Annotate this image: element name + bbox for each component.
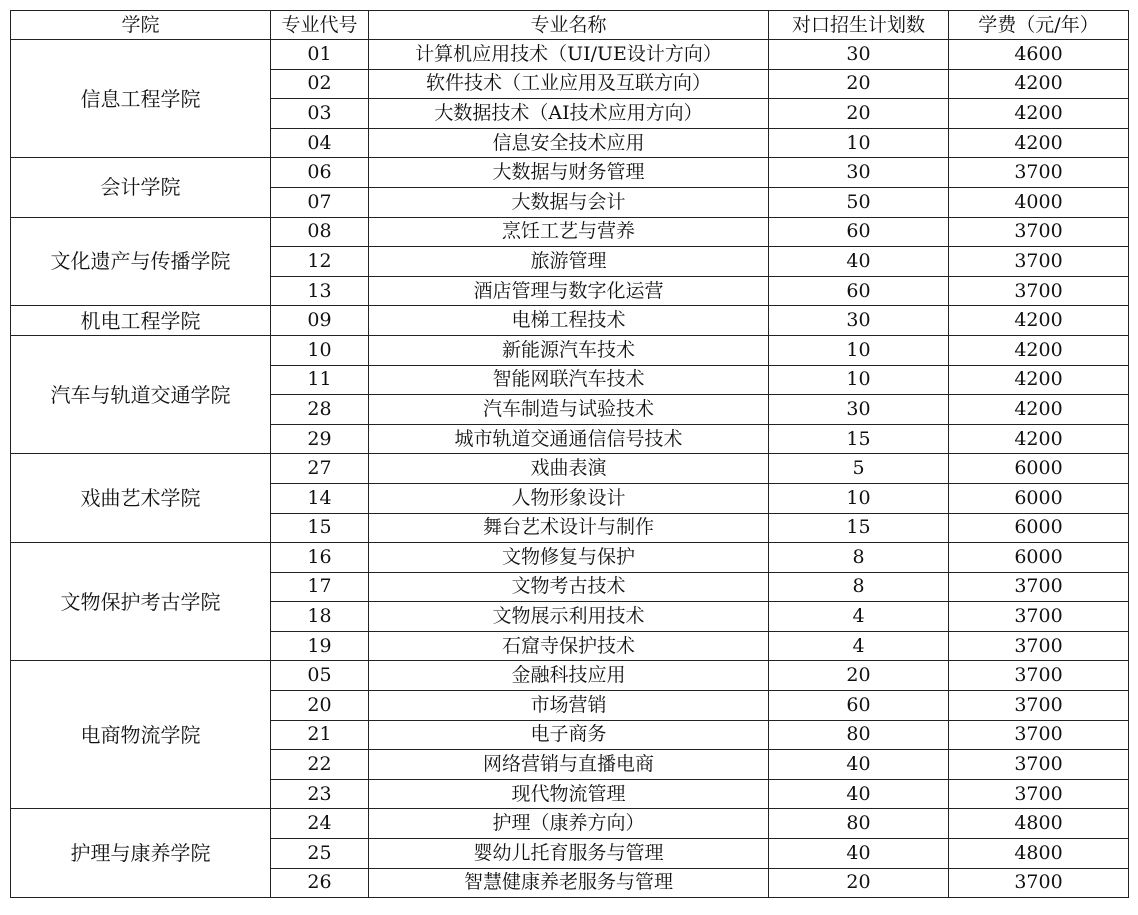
enrollment-plan-cell: 20 — [769, 99, 949, 129]
tuition-cell: 4200 — [949, 128, 1129, 158]
college-cell: 文物保护考古学院 — [11, 543, 271, 661]
major-name-cell: 城市轨道交通通信信号技术 — [369, 424, 769, 454]
major-code-cell: 11 — [271, 365, 369, 395]
enrollment-plan-cell: 40 — [769, 779, 949, 809]
tuition-cell: 4200 — [949, 69, 1129, 99]
major-name-cell: 电子商务 — [369, 720, 769, 750]
tuition-cell: 3700 — [949, 247, 1129, 277]
major-name-cell: 文物展示利用技术 — [369, 602, 769, 632]
major-name-cell: 市场营销 — [369, 691, 769, 721]
enrollment-plan-cell: 20 — [769, 868, 949, 898]
enrollment-plan-cell: 8 — [769, 543, 949, 573]
major-code-cell: 15 — [271, 513, 369, 543]
major-code-cell: 01 — [271, 40, 369, 70]
major-name-cell: 电梯工程技术 — [369, 306, 769, 336]
major-name-cell: 大数据与会计 — [369, 187, 769, 217]
major-code-cell: 09 — [271, 306, 369, 336]
major-name-cell: 新能源汽车技术 — [369, 335, 769, 365]
enrollment-plan-cell: 50 — [769, 187, 949, 217]
major-name-cell: 护理（康养方向） — [369, 809, 769, 839]
major-name-cell: 金融科技应用 — [369, 661, 769, 691]
enrollment-plan-cell: 80 — [769, 809, 949, 839]
tuition-cell: 3700 — [949, 217, 1129, 247]
table-row — [11, 40, 1129, 70]
major-code-cell: 13 — [271, 276, 369, 306]
major-code-cell: 24 — [271, 809, 369, 839]
tuition-cell: 3700 — [949, 276, 1129, 306]
table-header — [11, 11, 1129, 40]
major-name-cell: 旅游管理 — [369, 247, 769, 277]
enrollment-plan-cell: 60 — [769, 217, 949, 247]
tuition-cell: 3700 — [949, 158, 1129, 188]
enrollment-plan-cell: 30 — [769, 395, 949, 425]
table-body — [11, 40, 1129, 898]
major-code-cell: 16 — [271, 543, 369, 573]
major-name-cell: 软件技术（工业应用及互联方向） — [369, 69, 769, 99]
major-name-cell: 大数据与财务管理 — [369, 158, 769, 188]
table-row — [11, 217, 1129, 247]
major-code-cell: 21 — [271, 720, 369, 750]
major-name-cell: 石窟寺保护技术 — [369, 631, 769, 661]
enrollment-plan-cell: 30 — [769, 306, 949, 336]
header-row — [11, 11, 1129, 40]
enrollment-plan-cell: 5 — [769, 454, 949, 484]
college-cell: 汽车与轨道交通学院 — [11, 335, 271, 453]
enrollment-plan-cell: 30 — [769, 40, 949, 70]
tuition-cell: 4200 — [949, 335, 1129, 365]
tuition-cell: 4600 — [949, 40, 1129, 70]
enrollment-plan-cell: 10 — [769, 128, 949, 158]
college-cell: 电商物流学院 — [11, 661, 271, 809]
header-enrollment-plan: 对口招生计划数 — [769, 11, 949, 40]
tuition-cell: 3700 — [949, 720, 1129, 750]
college-cell: 文化遗产与传播学院 — [11, 217, 271, 306]
major-code-cell: 14 — [271, 483, 369, 513]
college-cell: 戏曲艺术学院 — [11, 454, 271, 543]
college-cell: 护理与康养学院 — [11, 809, 271, 898]
college-cell: 机电工程学院 — [11, 306, 271, 336]
enrollment-plan-cell: 40 — [769, 750, 949, 780]
tuition-cell: 4200 — [949, 424, 1129, 454]
college-cell: 会计学院 — [11, 158, 271, 217]
major-name-cell: 现代物流管理 — [369, 779, 769, 809]
major-code-cell: 06 — [271, 158, 369, 188]
major-name-cell: 酒店管理与数字化运营 — [369, 276, 769, 306]
major-code-cell: 07 — [271, 187, 369, 217]
enrollment-plan-cell: 8 — [769, 572, 949, 602]
major-code-cell: 04 — [271, 128, 369, 158]
major-code-cell: 23 — [271, 779, 369, 809]
enrollment-plan-cell: 4 — [769, 631, 949, 661]
major-name-cell: 智慧健康养老服务与管理 — [369, 868, 769, 898]
tuition-cell: 4800 — [949, 809, 1129, 839]
enrollment-plan-cell: 10 — [769, 365, 949, 395]
major-name-cell: 人物形象设计 — [369, 483, 769, 513]
header-tuition: 学费（元/年） — [949, 11, 1129, 40]
enrollment-plan-cell: 40 — [769, 247, 949, 277]
major-name-cell: 计算机应用技术（UI/UE设计方向） — [369, 40, 769, 70]
tuition-cell: 3700 — [949, 572, 1129, 602]
major-name-cell: 烹饪工艺与营养 — [369, 217, 769, 247]
enrollment-plan-cell: 30 — [769, 158, 949, 188]
major-code-cell: 08 — [271, 217, 369, 247]
table-row — [11, 335, 1129, 365]
major-code-cell: 19 — [271, 631, 369, 661]
table-row — [11, 158, 1129, 188]
tuition-cell: 4200 — [949, 306, 1129, 336]
major-code-cell: 17 — [271, 572, 369, 602]
header-major-code: 专业代号 — [271, 11, 369, 40]
tuition-cell: 4800 — [949, 839, 1129, 869]
major-name-cell: 信息安全技术应用 — [369, 128, 769, 158]
enrollment-plan-cell: 20 — [769, 661, 949, 691]
major-code-cell: 20 — [271, 691, 369, 721]
header-college: 学院 — [11, 11, 271, 40]
enrollment-plan-cell: 60 — [769, 691, 949, 721]
tuition-cell: 3700 — [949, 779, 1129, 809]
enrollment-plan-cell: 10 — [769, 335, 949, 365]
tuition-cell: 6000 — [949, 543, 1129, 573]
major-code-cell: 25 — [271, 839, 369, 869]
tuition-cell: 4200 — [949, 365, 1129, 395]
major-code-cell: 18 — [271, 602, 369, 632]
major-code-cell: 28 — [271, 395, 369, 425]
major-name-cell: 智能网联汽车技术 — [369, 365, 769, 395]
major-code-cell: 22 — [271, 750, 369, 780]
enrollment-plan-cell: 15 — [769, 424, 949, 454]
table-row — [11, 661, 1129, 691]
major-name-cell: 文物考古技术 — [369, 572, 769, 602]
enrollment-plan-cell: 60 — [769, 276, 949, 306]
major-code-cell: 27 — [271, 454, 369, 484]
enrollment-table — [10, 10, 1129, 898]
table-row — [11, 809, 1129, 839]
table-row — [11, 543, 1129, 573]
enrollment-plan-cell: 20 — [769, 69, 949, 99]
tuition-cell: 3700 — [949, 602, 1129, 632]
header-major-name: 专业名称 — [369, 11, 769, 40]
tuition-cell: 6000 — [949, 513, 1129, 543]
tuition-cell: 3700 — [949, 868, 1129, 898]
table-row — [11, 454, 1129, 484]
major-name-cell: 文物修复与保护 — [369, 543, 769, 573]
major-name-cell: 大数据技术（AI技术应用方向） — [369, 99, 769, 129]
college-cell: 信息工程学院 — [11, 40, 271, 158]
major-code-cell: 10 — [271, 335, 369, 365]
major-name-cell: 婴幼儿托育服务与管理 — [369, 839, 769, 869]
enrollment-plan-cell: 4 — [769, 602, 949, 632]
major-code-cell: 29 — [271, 424, 369, 454]
table-row — [11, 306, 1129, 336]
major-code-cell: 03 — [271, 99, 369, 129]
major-name-cell: 汽车制造与试验技术 — [369, 395, 769, 425]
tuition-cell: 3700 — [949, 691, 1129, 721]
tuition-cell: 6000 — [949, 483, 1129, 513]
tuition-cell: 4000 — [949, 187, 1129, 217]
major-code-cell: 02 — [271, 69, 369, 99]
major-name-cell: 网络营销与直播电商 — [369, 750, 769, 780]
major-code-cell: 12 — [271, 247, 369, 277]
major-name-cell: 舞台艺术设计与制作 — [369, 513, 769, 543]
tuition-cell: 6000 — [949, 454, 1129, 484]
major-code-cell: 26 — [271, 868, 369, 898]
enrollment-plan-cell: 40 — [769, 839, 949, 869]
major-code-cell: 05 — [271, 661, 369, 691]
enrollment-plan-cell: 80 — [769, 720, 949, 750]
enrollment-plan-cell: 10 — [769, 483, 949, 513]
tuition-cell: 4200 — [949, 395, 1129, 425]
major-name-cell: 戏曲表演 — [369, 454, 769, 484]
enrollment-plan-cell: 15 — [769, 513, 949, 543]
tuition-cell: 4200 — [949, 99, 1129, 129]
tuition-cell: 3700 — [949, 750, 1129, 780]
tuition-cell: 3700 — [949, 631, 1129, 661]
tuition-cell: 3700 — [949, 661, 1129, 691]
